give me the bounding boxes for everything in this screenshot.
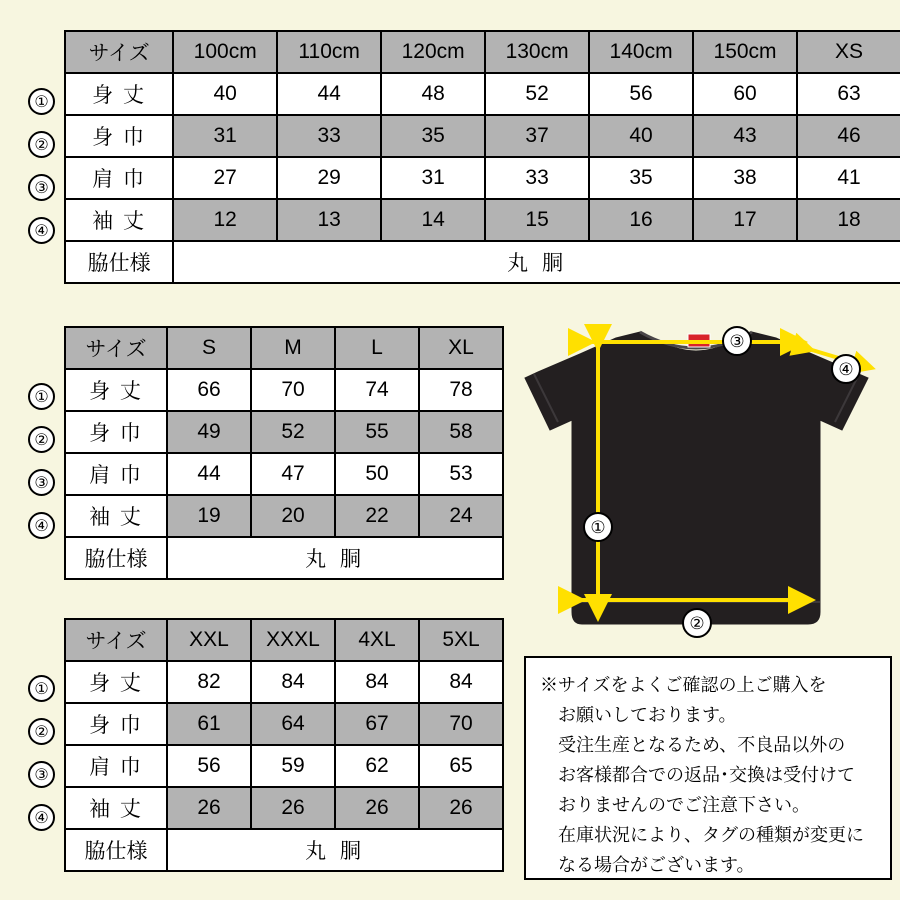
table-row bbox=[65, 495, 503, 537]
row-label: 身 丈 bbox=[65, 73, 173, 115]
notice-line: おりませんのでご注意下さい。 bbox=[540, 795, 810, 815]
column-header: XXXL bbox=[251, 619, 335, 661]
cell: 70 bbox=[251, 369, 335, 411]
cell: 24 bbox=[419, 495, 503, 537]
cell: 74 bbox=[335, 369, 419, 411]
cell: 78 bbox=[419, 369, 503, 411]
row-label: 袖 丈 bbox=[65, 199, 173, 241]
table-row bbox=[65, 411, 503, 453]
cell: 44 bbox=[167, 453, 251, 495]
table-row bbox=[65, 703, 503, 745]
marker-body-width-3: ② bbox=[28, 718, 55, 745]
cell: 66 bbox=[167, 369, 251, 411]
side-spec-label: 脇仕様 bbox=[65, 537, 167, 579]
marker-shoulder-width-2: ③ bbox=[28, 469, 55, 496]
column-header: 130cm bbox=[485, 31, 589, 73]
column-header: サイズ bbox=[65, 327, 167, 369]
cell: 52 bbox=[251, 411, 335, 453]
table-footer-row bbox=[65, 829, 503, 871]
row-label: 袖 丈 bbox=[65, 495, 167, 537]
table-row bbox=[65, 787, 503, 829]
cell: 52 bbox=[485, 73, 589, 115]
column-header: XL bbox=[419, 327, 503, 369]
table-footer-row bbox=[65, 537, 503, 579]
cell: 26 bbox=[419, 787, 503, 829]
side-spec-value: 丸 胴 bbox=[173, 241, 900, 283]
column-header: XXL bbox=[167, 619, 251, 661]
cell: 49 bbox=[167, 411, 251, 453]
side-spec-label: 脇仕様 bbox=[65, 241, 173, 283]
cell: 20 bbox=[251, 495, 335, 537]
column-header: 150cm bbox=[693, 31, 797, 73]
table-row bbox=[65, 661, 503, 703]
cell: 33 bbox=[485, 157, 589, 199]
cell: 26 bbox=[167, 787, 251, 829]
cell: 31 bbox=[173, 115, 277, 157]
marker-body-width-2: ② bbox=[28, 426, 55, 453]
column-header: サイズ bbox=[65, 619, 167, 661]
cell: 13 bbox=[277, 199, 381, 241]
purchase-notice-box bbox=[524, 656, 892, 880]
badge-body-width: ② bbox=[682, 608, 712, 638]
cell: 35 bbox=[589, 157, 693, 199]
column-header: L bbox=[335, 327, 419, 369]
table-header-row bbox=[65, 327, 503, 369]
column-header: サイズ bbox=[65, 31, 173, 73]
badge-body-length: ① bbox=[583, 512, 613, 542]
row-label: 肩 巾 bbox=[65, 453, 167, 495]
side-spec-value: 丸 胴 bbox=[167, 537, 503, 579]
cell: 29 bbox=[277, 157, 381, 199]
table-header-row bbox=[65, 31, 900, 73]
cell: 63 bbox=[797, 73, 900, 115]
marker-sleeve-length-1: ④ bbox=[28, 217, 55, 244]
column-header: XS bbox=[797, 31, 900, 73]
cell: 59 bbox=[251, 745, 335, 787]
size-table-kids bbox=[64, 30, 900, 284]
cell: 47 bbox=[251, 453, 335, 495]
cell: 35 bbox=[381, 115, 485, 157]
marker-body-width-1: ② bbox=[28, 131, 55, 158]
cell: 41 bbox=[797, 157, 900, 199]
cell: 12 bbox=[173, 199, 277, 241]
cell: 84 bbox=[335, 661, 419, 703]
notice-line: 受注生産となるため、不良品以外の bbox=[540, 735, 846, 755]
badge-shoulder-width: ③ bbox=[722, 326, 752, 356]
cell: 26 bbox=[251, 787, 335, 829]
marker-sleeve-length-3: ④ bbox=[28, 804, 55, 831]
marker-body-length-2: ① bbox=[28, 383, 55, 410]
marker-sleeve-length-2: ④ bbox=[28, 512, 55, 539]
marker-body-length-3: ① bbox=[28, 675, 55, 702]
cell: 62 bbox=[335, 745, 419, 787]
notice-line: お客様都合での返品･交換は受付けて bbox=[540, 765, 855, 785]
cell: 38 bbox=[693, 157, 797, 199]
tshirt-illustration bbox=[520, 312, 892, 650]
cell: 48 bbox=[381, 73, 485, 115]
cell: 37 bbox=[485, 115, 589, 157]
column-header: 120cm bbox=[381, 31, 485, 73]
cell: 46 bbox=[797, 115, 900, 157]
table-row bbox=[65, 157, 900, 199]
cell: 53 bbox=[419, 453, 503, 495]
row-label: 身 巾 bbox=[65, 703, 167, 745]
cell: 14 bbox=[381, 199, 485, 241]
cell: 33 bbox=[277, 115, 381, 157]
cell: 70 bbox=[419, 703, 503, 745]
table-row bbox=[65, 369, 503, 411]
size-table-adult bbox=[64, 326, 504, 580]
cell: 61 bbox=[167, 703, 251, 745]
cell: 58 bbox=[419, 411, 503, 453]
side-spec-label: 脇仕様 bbox=[65, 829, 167, 871]
badge-sleeve-length: ④ bbox=[831, 354, 861, 384]
column-header: S bbox=[167, 327, 251, 369]
table-row bbox=[65, 115, 900, 157]
size-table-bigsize bbox=[64, 618, 504, 872]
table-row bbox=[65, 73, 900, 115]
notice-line: なる場合がございます。 bbox=[540, 855, 755, 875]
column-header: M bbox=[251, 327, 335, 369]
cell: 15 bbox=[485, 199, 589, 241]
notice-line: 在庫状況により、タグの種類が変更に bbox=[540, 825, 864, 845]
side-spec-value: 丸 胴 bbox=[167, 829, 503, 871]
tshirt-shape bbox=[525, 332, 868, 624]
cell: 27 bbox=[173, 157, 277, 199]
table-row bbox=[65, 745, 503, 787]
cell: 56 bbox=[589, 73, 693, 115]
cell: 56 bbox=[167, 745, 251, 787]
marker-shoulder-width-1: ③ bbox=[28, 174, 55, 201]
cell: 26 bbox=[335, 787, 419, 829]
row-label: 身 巾 bbox=[65, 115, 173, 157]
column-header: 110cm bbox=[277, 31, 381, 73]
notice-line: ※サイズをよくご確認の上ご購入を bbox=[540, 675, 827, 695]
table-row bbox=[65, 199, 900, 241]
cell: 18 bbox=[797, 199, 900, 241]
row-label: 肩 巾 bbox=[65, 745, 167, 787]
cell: 64 bbox=[251, 703, 335, 745]
cell: 22 bbox=[335, 495, 419, 537]
cell: 31 bbox=[381, 157, 485, 199]
column-header: 140cm bbox=[589, 31, 693, 73]
cell: 65 bbox=[419, 745, 503, 787]
row-label: 身 巾 bbox=[65, 411, 167, 453]
row-label: 袖 丈 bbox=[65, 787, 167, 829]
cell: 17 bbox=[693, 199, 797, 241]
cell: 43 bbox=[693, 115, 797, 157]
cell: 84 bbox=[419, 661, 503, 703]
cell: 40 bbox=[173, 73, 277, 115]
cell: 50 bbox=[335, 453, 419, 495]
row-label: 身 丈 bbox=[65, 369, 167, 411]
column-header: 4XL bbox=[335, 619, 419, 661]
row-label: 肩 巾 bbox=[65, 157, 173, 199]
cell: 60 bbox=[693, 73, 797, 115]
column-header: 100cm bbox=[173, 31, 277, 73]
table-header-row bbox=[65, 619, 503, 661]
cell: 16 bbox=[589, 199, 693, 241]
row-label: 身 丈 bbox=[65, 661, 167, 703]
table-row bbox=[65, 453, 503, 495]
cell: 40 bbox=[589, 115, 693, 157]
marker-shoulder-width-3: ③ bbox=[28, 761, 55, 788]
cell: 19 bbox=[167, 495, 251, 537]
notice-line: お願いしております。 bbox=[540, 705, 737, 725]
cell: 67 bbox=[335, 703, 419, 745]
cell: 44 bbox=[277, 73, 381, 115]
cell: 55 bbox=[335, 411, 419, 453]
cell: 82 bbox=[167, 661, 251, 703]
table-footer-row bbox=[65, 241, 900, 283]
column-header: 5XL bbox=[419, 619, 503, 661]
cell: 84 bbox=[251, 661, 335, 703]
marker-body-length-1: ① bbox=[28, 88, 55, 115]
